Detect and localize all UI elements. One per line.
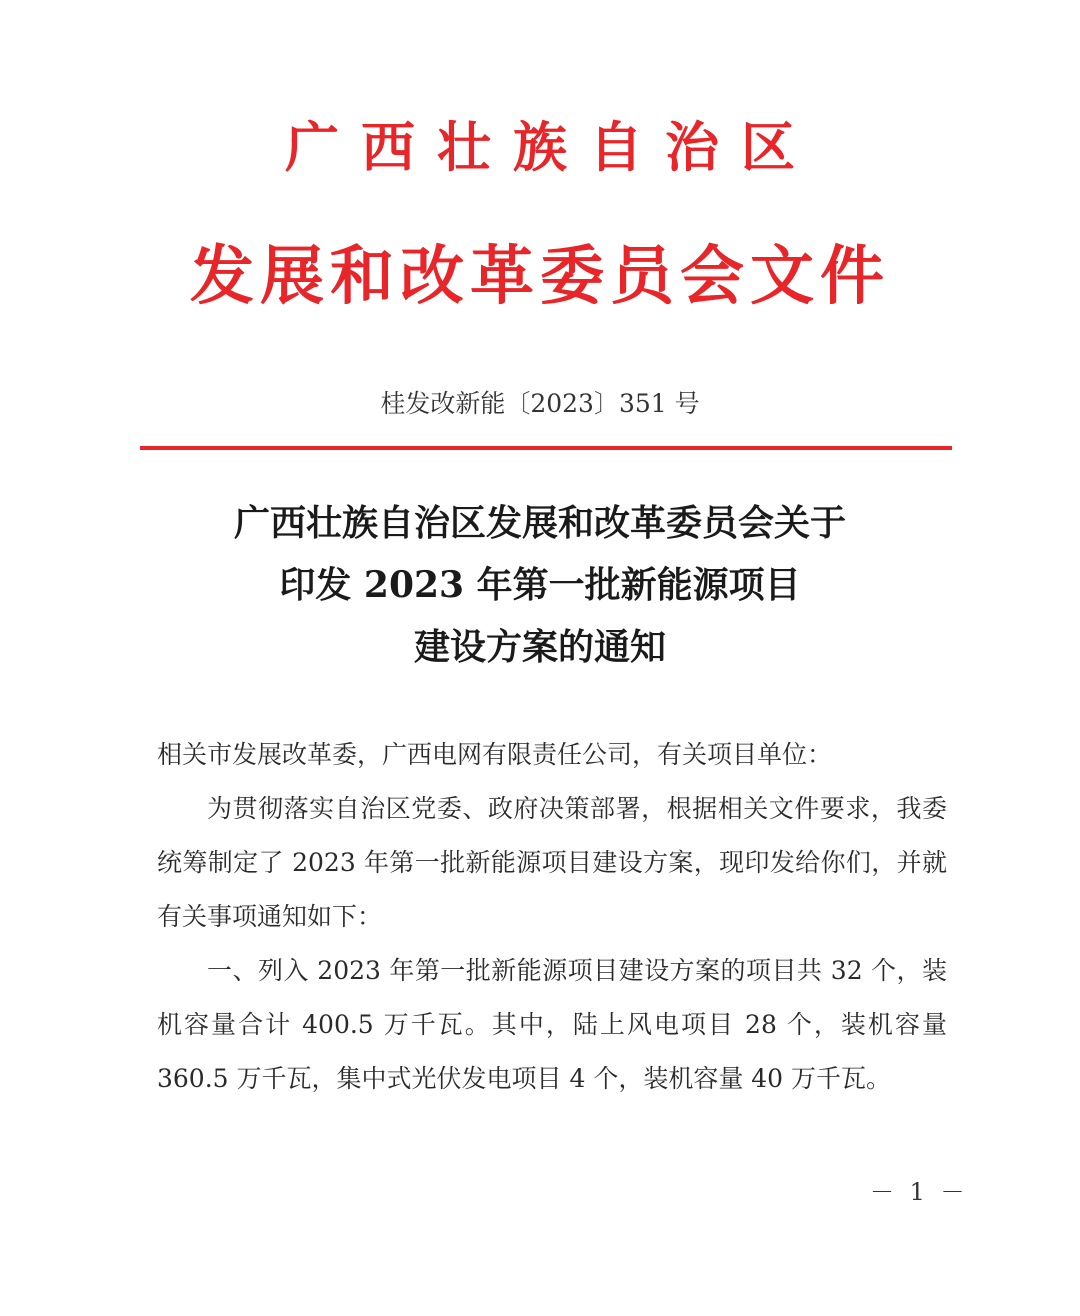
title-line-3: 建设方案的通知 — [413, 626, 666, 668]
paragraph-intro: 为贯彻落实自治区党委、政府决策部署，根据相关文件要求，我委统筹制定了 2023 年第一批新能源项目建设方案，现印发给你们，并就有关事项通知如下： — [157, 794, 947, 931]
document-body — [157, 728, 947, 1106]
issuer-name-line1: 广西壮族自治区 — [285, 115, 817, 179]
red-divider-line — [140, 446, 952, 450]
paragraph-item-1: 一、列入 2023 年第一批新能源项目建设方案的项目共 32 个，装机容量合计 400.5 万千瓦。其中，陆上风电项目 28 个，装机容量 360.5 万千瓦，集中式光伏发电项目 4 个，装机容量 40 万千瓦。 — [157, 956, 947, 1093]
document-number: 桂发改新能〔2023〕351 号 — [380, 389, 700, 418]
page-number: － 1 － — [870, 1178, 969, 1206]
salutation: 相关市发展改革委，广西电网有限责任公司，有关项目单位： — [157, 740, 833, 769]
title-line-1: 广西壮族自治区发展和改革委员会关于 — [233, 502, 846, 544]
title-line-2: 印发 2023 年第一批新能源项目 — [279, 564, 801, 606]
issuer-name-line2: 发展和改革委员会文件 — [190, 239, 890, 314]
document-title — [0, 492, 1080, 678]
